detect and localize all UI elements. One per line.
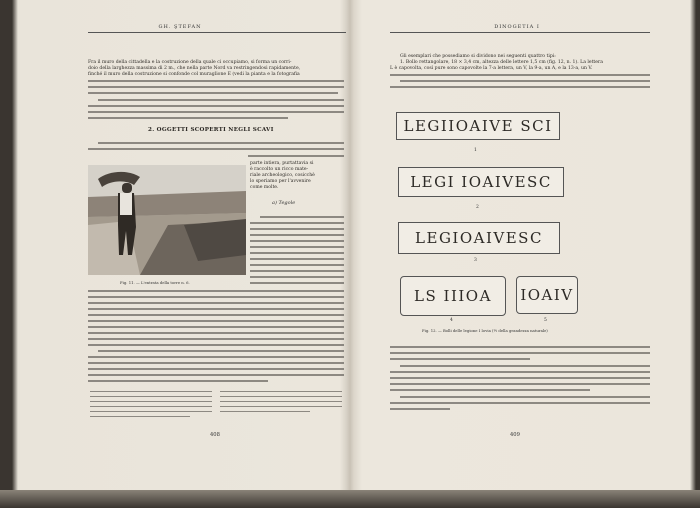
left-running-head: GH. ŞTEFAN — [158, 24, 202, 30]
tegole-subheading: a) Tegole — [272, 200, 296, 206]
side-text-4: lo speriamo per l'avvenire — [250, 179, 311, 184]
left-line-3: finché il muro della costruzione si confonde col muraglione E (vedi la pianta e la fotografia — [88, 72, 300, 77]
stamp-4 — [400, 276, 506, 316]
stamp-1-number: 1 — [474, 148, 477, 153]
stamp-3 — [398, 222, 560, 254]
head-rule-right — [390, 32, 650, 33]
stamp-5 — [516, 276, 578, 314]
stamp-1 — [396, 112, 560, 140]
head-rule — [88, 32, 346, 33]
stamp-3-number: 3 — [474, 258, 477, 263]
stamp-1-inscription: LEGIIOAIVE SCI — [403, 117, 553, 135]
book-bottom-edge — [0, 490, 700, 508]
section-heading: 2. OGGETTI SCOPERTI NEGLI SCAVI — [148, 127, 274, 133]
side-text-1: parte intiera, purtattavia si — [250, 161, 314, 166]
figure-caption: Fig. 12. — Bolli delle legione I Iovia (½ della grandezza naturale) — [422, 328, 548, 333]
stamp-2-inscription: LEGI IOAIVESC — [410, 173, 552, 191]
right-line-1: Gli esemplari che possediamo si dividono nei seguenti quattro tipi: — [400, 54, 556, 59]
side-text-5: come molte. — [250, 185, 279, 190]
right-line-3: L è capovolta, così pure sono capovolte la 7-a lettera, un V, la 9-a, un A, e la 13-a, un V. — [390, 66, 593, 71]
right-line-2: 1. Bollo rettangolare, 18 × 3,4 cm, altezza delle lettere 1,5 cm (fig. 12, n. 1). La lettera — [400, 60, 603, 65]
left-page — [20, 20, 340, 488]
stamp-4-inscription: LS IIIOA — [414, 287, 492, 305]
stamp-5-inscription: IOAIV — [520, 286, 574, 304]
stamp-4-number: 4 — [450, 318, 453, 323]
tower-entrance-photo — [88, 165, 246, 275]
stamp-5-number: 5 — [544, 318, 547, 323]
left-page-number: 408 — [210, 432, 220, 438]
side-text-2: è raccolto un ricco mate- — [250, 167, 309, 172]
right-running-head: DINOGETIA I — [494, 24, 540, 30]
right-page — [360, 20, 690, 488]
photo-caption: Fig. 11. — L'entrata della torre n. 6. — [120, 280, 190, 285]
left-line-2: doio della larghezza massima di 2 m., che nella parte Nord va restringendosi rapidamente, — [88, 66, 301, 71]
right-page-number: 409 — [510, 432, 520, 438]
stamp-2 — [398, 167, 564, 197]
side-text-3: riale archeologico, cosicchè — [250, 173, 315, 178]
stamp-2-number: 2 — [476, 205, 479, 210]
left-line-1: Fra il muro della cittadella e la costruzione della quale ci occupiamo, si forma un corri- — [88, 60, 292, 65]
stamp-3-inscription: LEGIOAIVESC — [415, 229, 543, 247]
